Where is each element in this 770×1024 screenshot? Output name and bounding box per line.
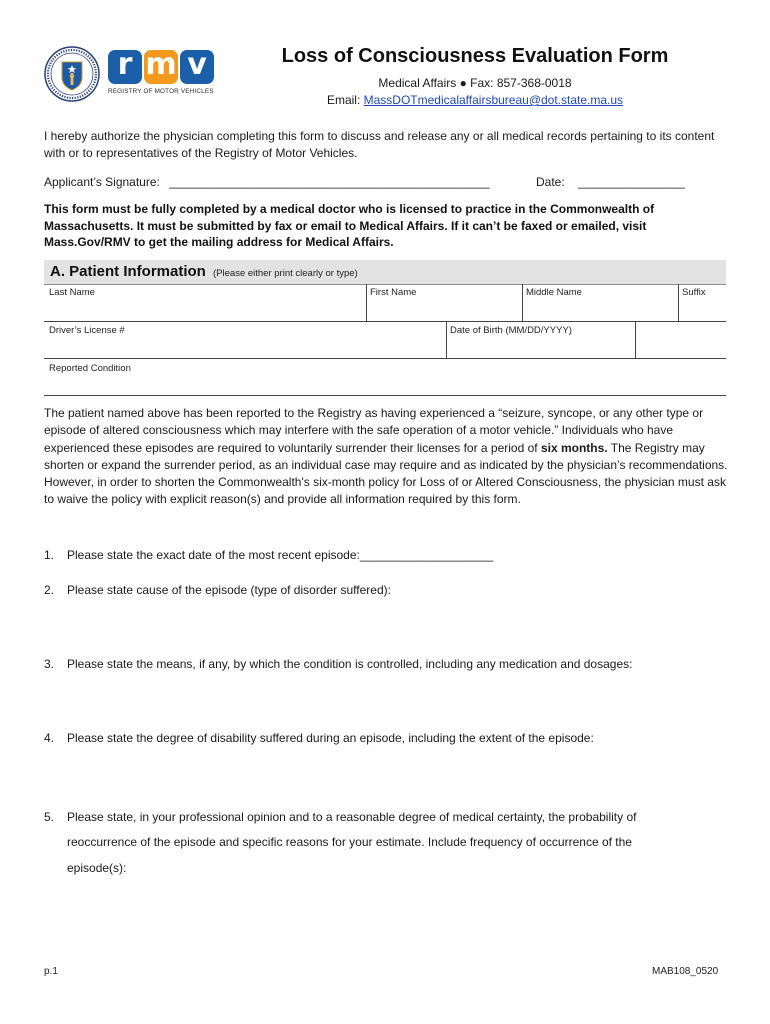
rmv-letter-v: v xyxy=(180,50,214,84)
question-number: 1. xyxy=(44,548,55,562)
seal-icon xyxy=(44,46,100,102)
field-divider xyxy=(635,322,636,359)
question-number: 5. xyxy=(44,810,55,824)
policy-text-start: The patient named above has been reported to the Registry as having experienced a “seizure, syncope, or any other type or episode of altered consciousness which may interfere with the safe operation of a motor vehicle.” Individuals who have experienced these episodes are required to voluntarily surrender their licenses for a period of xyxy=(44,406,704,455)
fax-line: Medical Affairs ● Fax: 857-368-0018 xyxy=(378,76,572,90)
page-number: p.1 xyxy=(44,966,58,977)
field-divider xyxy=(678,284,679,322)
policy-text-end: The Registry may shorten or expand the surrender period, as an individual case may require and as indicated by the physician’s recommendations. However, in order to shorten the Commonwealth's six-month policy for Loss of or Altered Consciousness, the physician must ask to waive the policy with explicit reason(s) and provide all information required by this form. xyxy=(44,440,728,507)
patient-section-title xyxy=(50,263,358,280)
question-text: Please state the means, if any, by which the condition is controlled, including any medication and dosages: xyxy=(67,657,633,671)
patient-section-title-text: A. Patient Information xyxy=(50,263,206,280)
rmv-letter-r: r xyxy=(108,50,142,84)
question-3 xyxy=(44,656,728,674)
authorization-text: I hereby authorize the physician completing this form to discuss and release any or all medical records pertaining to its content with or to representatives of the Registry of Motor Vehicles. xyxy=(44,129,715,161)
drivers-license-input[interactable] xyxy=(44,322,446,358)
question-text-line-1: Please state, in your professional opinion and to a reasonable degree of medical certainty, the probability of xyxy=(67,810,637,824)
massachusetts-seal-logo xyxy=(44,46,100,102)
question-4 xyxy=(44,730,728,748)
patient-section-subtitle: (Please either print clearly or type) xyxy=(213,268,358,279)
email-line xyxy=(180,92,770,109)
form-title: Loss of Consciousness Evaluation Form xyxy=(281,45,669,67)
question-number: 2. xyxy=(44,583,55,597)
recurrence-answer-area[interactable] xyxy=(67,880,727,950)
recent-episode-date-field[interactable] xyxy=(370,545,530,563)
notice-text: This form must be fully completed by a medical doctor who is licensed to practice in the Commonwealth of Massachusetts. It must be submitted by fax or email to Medical Affairs. If it can’t be faxed or emailed, visit Mass.Gov/RMV to get the mailing address for Medical Affairs. xyxy=(44,202,655,249)
first-name-label: First Name xyxy=(370,287,417,298)
signature-field[interactable]: ________________________________________________ xyxy=(169,175,490,189)
question-number: 3. xyxy=(44,657,55,671)
question-text-line-2: reoccurrence of the episode and specific reasons for your estimate. Include frequency of occurrence of the xyxy=(67,835,632,849)
middle-name-label: Middle Name xyxy=(526,287,582,298)
middle-name-input[interactable] xyxy=(523,284,678,321)
date-row xyxy=(536,174,685,191)
question-text: Please state the exact date of the most recent episode:____________________ xyxy=(67,548,494,562)
patient-section-header xyxy=(44,260,726,285)
question-5 xyxy=(44,809,728,889)
field-divider xyxy=(522,284,523,322)
policy-paragraph xyxy=(44,405,728,509)
question-text-line-3: episode(s): xyxy=(67,861,127,875)
signature-label: Applicant’s Signature: xyxy=(44,175,160,189)
reported-condition-label: Reported Condition xyxy=(49,363,131,374)
extra-field-input[interactable] xyxy=(636,322,726,358)
last-name-input[interactable] xyxy=(44,284,366,321)
reported-condition-input[interactable] xyxy=(44,359,726,395)
cause-answer-area[interactable] xyxy=(67,602,727,652)
form-code: MAB108_0520 xyxy=(652,966,719,977)
question-number: 4. xyxy=(44,731,55,745)
rmv-logo-caption: REGISTRY OF MOTOR VEHICLES xyxy=(108,88,214,95)
control-answer-area[interactable] xyxy=(67,676,727,726)
question-2 xyxy=(44,582,728,600)
first-name-input[interactable] xyxy=(367,284,522,321)
field-divider xyxy=(446,322,447,359)
email-link[interactable]: MassDOTmedicalaffairsbureau@dot.state.ma.us xyxy=(363,93,624,107)
suffix-input[interactable] xyxy=(679,284,726,321)
question-text: Please state cause of the episode (type of disorder suffered): xyxy=(67,583,391,597)
date-field[interactable]: ________________ xyxy=(578,175,685,189)
question-text: Please state the degree of disability suffered during an episode, including the extent of the episode: xyxy=(67,731,594,745)
email-label: Email: xyxy=(326,93,364,107)
drivers-license-label: Driver’s License # xyxy=(49,325,125,336)
signature-row xyxy=(44,174,490,191)
contact-block xyxy=(180,75,770,109)
rmv-letter-m: m xyxy=(145,47,177,82)
policy-text-bold: six months. xyxy=(540,440,608,455)
date-of-birth-input[interactable] xyxy=(447,322,634,358)
date-of-birth-label: Date of Birth (MM/DD/YYYY) xyxy=(450,325,572,336)
disability-answer-area[interactable] xyxy=(67,750,727,800)
field-divider xyxy=(366,284,367,322)
suffix-label: Suffix xyxy=(682,287,706,298)
date-label: Date: xyxy=(536,175,565,189)
last-name-label: Last Name xyxy=(49,287,95,298)
row-divider xyxy=(44,395,726,396)
